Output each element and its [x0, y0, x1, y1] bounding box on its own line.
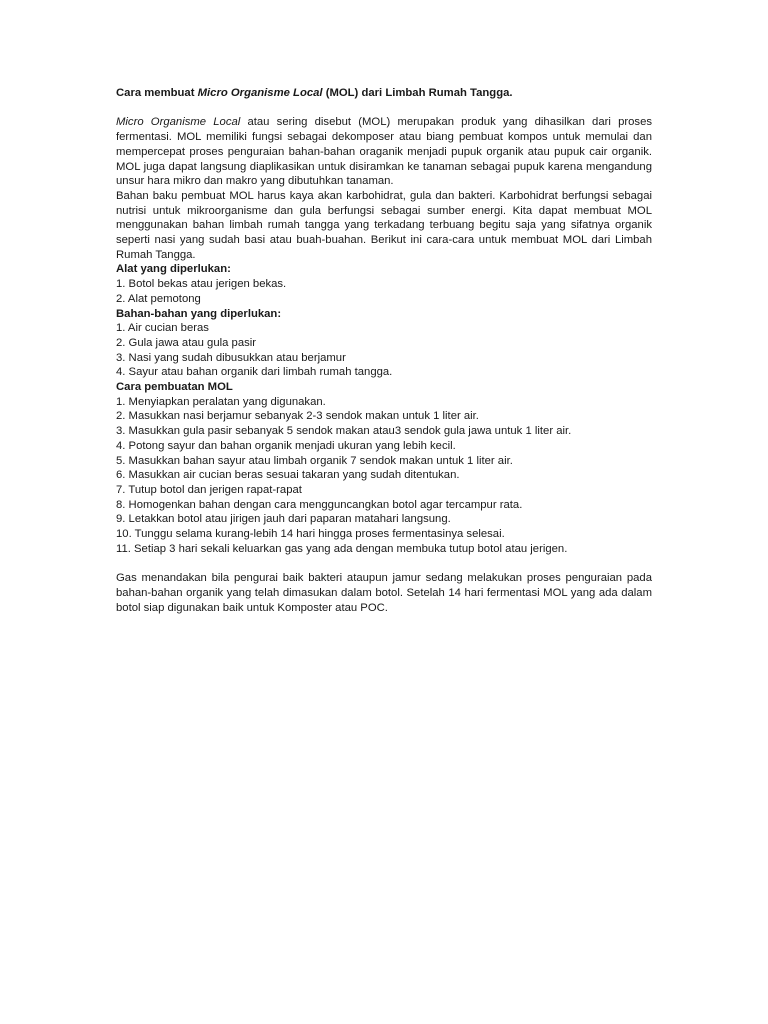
list-item: 8. Homogenkan bahan dengan cara mengguncangkan botol agar tercampur rata. [116, 498, 523, 511]
list-item: 2. Alat pemotong [116, 292, 201, 305]
materials-list [116, 321, 652, 380]
intro-italic-lead: Micro Organisme Local [116, 116, 241, 129]
intro-paragraph [116, 115, 652, 189]
list-item: 4. Potong sayur dan bahan organik menjadi ukuran yang lebih kecil. [116, 439, 456, 452]
steps-list [116, 395, 652, 557]
list-item: 2. Masukkan nasi berjamur sebanyak 2-3 sendok makan untuk 1 liter air. [116, 410, 479, 423]
paragraph-2: Bahan baku pembuat MOL harus kaya akan karbohidrat, gula dan bakteri. Karbohidrat berfungsi sebagai nutrisi untuk mikroorganisme dan gula berfungsi sebagai sumber energi. Kita dapat membuat MOL menggunakan bahan limbah rumah tangga yang terkadang terbuang begitu saja yang sifatnya organik seperti nasi yang sudah basi atau buah-buahan. Berikut ini cara-cara untuk membuat MOL dari Limbah Rumah Tangga. [116, 189, 652, 261]
list-item: 6. Masukkan air cucian beras sesuai takaran yang sudah ditentukan. [116, 469, 460, 482]
intro-text: atau sering disebut (MOL) merupakan produk yang dihasilkan dari proses fermentasi. MOL memiliki fungsi sebagai dekomposer atau biang pembuat kompos untuk memulai dan mempercepat proses penguraian bahan-bahan oraganik menjadi pupuk organik atau pupuk cair organik. MOL juga dapat langsung diaplikasikan untuk disiramkan ke tanaman sebagai pupuk karena mengandung unsur hara mikro dan makro yang dibutuhkan tanaman. [116, 116, 652, 188]
list-item: 5. Masukkan bahan sayur atau limbah organik 7 sendok makan untuk 1 liter air. [116, 454, 513, 467]
document-page [116, 86, 652, 615]
list-item: 1. Air cucian beras [116, 322, 209, 335]
spacer [116, 101, 652, 116]
list-item: 4. Sayur atau bahan organik dari limbah rumah tangga. [116, 366, 393, 379]
title-suffix: (MOL) dari Limbah Rumah Tangga. [322, 87, 513, 99]
title-prefix: Cara membuat [116, 87, 198, 99]
list-item: 2. Gula jawa atau gula pasir [116, 336, 257, 349]
closing-paragraph: Gas menandakan bila pengurai baik bakteri ataupun jamur sedang melakukan proses penguraian pada bahan-bahan organik yang telah dimasukan dalam botol. Setelah 14 hari fermentasi MOL yang ada dalam botol siap digunakan baik untuk Komposter atau POC. [116, 572, 652, 614]
steps-heading: Cara pembuatan MOL [116, 381, 233, 394]
list-item: 3. Masukkan gula pasir sebanyak 5 sendok makan atau3 sendok gula jawa untuk 1 liter air. [116, 425, 572, 438]
list-item: 7. Tutup botol dan jerigen rapat-rapat [116, 483, 302, 496]
title-italic: Micro Organisme Local [197, 87, 323, 99]
tools-list [116, 277, 652, 306]
document-title [116, 86, 652, 101]
list-item: 3. Nasi yang sudah dibusukkan atau berjamur [116, 351, 346, 364]
tools-heading: Alat yang diperlukan: [116, 263, 231, 276]
list-item: 9. Letakkan botol atau jirigen jauh dari paparan matahari langsung. [116, 513, 451, 526]
list-item: 10. Tunggu selama kurang-lebih 14 hari hingga proses fermentasinya selesai. [116, 528, 505, 541]
spacer [116, 556, 652, 571]
list-item: 1. Menyiapkan peralatan yang digunakan. [116, 395, 326, 408]
list-item: 11. Setiap 3 hari sekali keluarkan gas yang ada dengan membuka tutup botol atau jerigen. [116, 542, 568, 555]
list-item: 1. Botol bekas atau jerigen bekas. [116, 278, 287, 291]
materials-heading: Bahan-bahan yang diperlukan: [116, 307, 282, 320]
